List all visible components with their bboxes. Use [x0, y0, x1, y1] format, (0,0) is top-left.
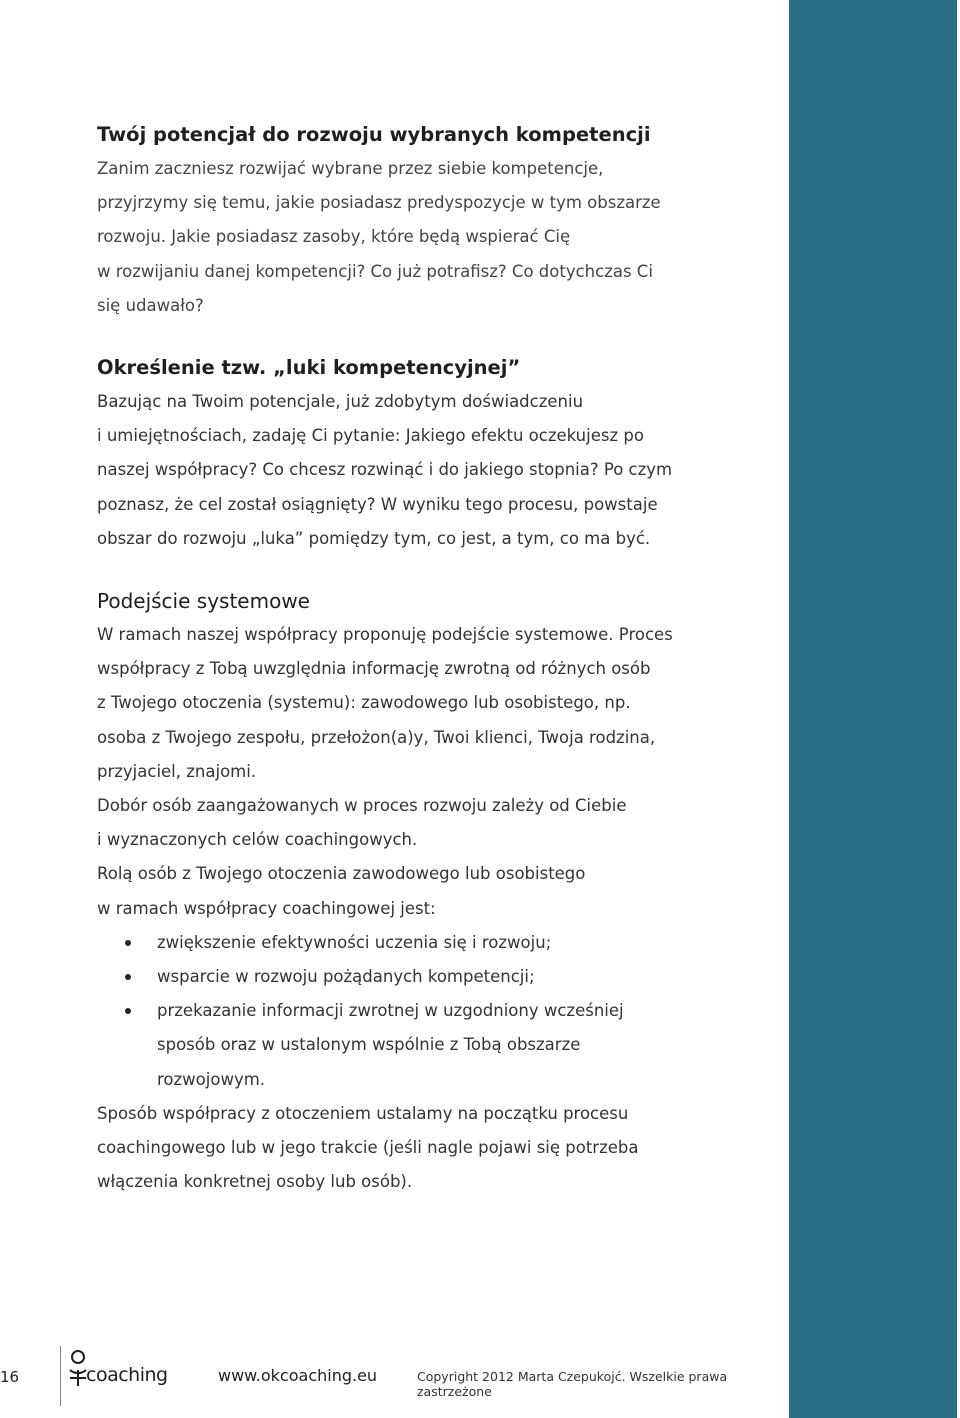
website-link[interactable]: www.okcoaching.eu: [218, 1366, 378, 1385]
paragraph-line: w ramach współpracy coachingowej jest:: [97, 898, 436, 918]
paragraph-line: naszej współpracy? Co chcesz rozwinąć i do jakiego stopnia? Po czym: [97, 460, 673, 480]
list-item-text: przekazanie informacji zwrotnej w uzgodniony wcześniej: [157, 1001, 624, 1021]
spacer: [97, 323, 697, 351]
paragraph-line: współpracy z Tobą uwzględnia informację zwrotną od różnych osób: [97, 659, 651, 679]
bullet-icon: [125, 940, 131, 946]
bullet-icon: [125, 974, 131, 980]
bullet-icon: [125, 1008, 131, 1014]
list-item-text: rozwojowym.: [157, 1069, 266, 1089]
paragraph-line: Zanim zaczniesz rozwijać wybrane przez siebie kompetencje,: [97, 159, 604, 178]
paragraph-line: obszar do rozwoju „luka” pomiędzy tym, co jest, a tym, co ma być.: [97, 528, 651, 548]
paragraph-line: osoba z Twojego zespołu, przełożon(a)y, Twoi klienci, Twoja rodzina,: [97, 727, 656, 747]
paragraph-line: w rozwijaniu danej kompetencji? Co już potrafisz? Co dotychczas Ci: [97, 261, 653, 281]
section-title-systemic: Podejście systemowe: [97, 589, 310, 614]
paragraph-line: Dobór osób zaangażowanych w proces rozwoju zależy od Ciebie: [97, 796, 627, 816]
list-item: [97, 926, 697, 960]
paragraph-line: poznasz, że cel został osiągnięty? W wyniku tego procesu, powstaje: [97, 494, 658, 514]
paragraph-line: włączenia konkretnej osoby lub osób).: [97, 1172, 413, 1192]
list-item: [97, 994, 697, 1028]
role-list: [97, 926, 697, 1097]
list-item-text: zwiększenie efektywności uczenia się i rozwoju;: [157, 932, 552, 952]
section-title-potential: Twój potencjał do rozwoju wybranych kompetencji: [97, 123, 651, 146]
logo-text: coaching: [86, 1364, 168, 1386]
paragraph-line: z Twojego otoczenia (systemu): zawodowego lub osobistego, np.: [97, 693, 631, 713]
paragraph-line: coachingowego lub w jego trakcie (jeśli nagle pojawi się potrzeba: [97, 1138, 639, 1158]
list-item-continuation: [97, 1028, 697, 1062]
paragraph-line: przyjaciel, znajomi.: [97, 761, 257, 781]
page-footer: [0, 1346, 789, 1406]
divider: [60, 1346, 61, 1406]
spacer: [97, 556, 697, 584]
paragraph-line: przyjrzymy się temu, jakie posiadasz predyspozycje w tym obszarze: [97, 193, 661, 213]
list-item-text: sposób oraz w ustalonym wspólnie z Tobą obszarze: [157, 1035, 581, 1055]
section-title-gap: Określenie tzw. „luki kompetencyjnej”: [97, 356, 521, 380]
list-item-continuation: [97, 1063, 697, 1097]
main-content: [97, 118, 697, 1199]
okcoaching-logo: [66, 1348, 176, 1392]
paragraph-line: i umiejętnościach, zadaję Ci pytanie: Jakiego efektu oczekujesz po: [97, 426, 644, 446]
paragraph-line: się udawało?: [97, 295, 204, 315]
paragraph-line: Bazując na Twoim potencjale, już zdobytym doświadczeniu: [97, 392, 584, 412]
list-item: [97, 960, 697, 994]
paragraph-line: Sposób współpracy z otoczeniem ustalamy na początku procesu: [97, 1103, 629, 1123]
brand-sidebar: [789, 0, 957, 1418]
paragraph-line: W ramach naszej współpracy proponuję podejście systemowe. Proces: [97, 625, 673, 645]
paragraph-line: i wyznaczonych celów coachingowych.: [97, 830, 418, 850]
list-item-text: wsparcie w rozwoju pożądanych kompetencji;: [157, 967, 535, 987]
copyright-text: Copyright 2012 Marta Czepukojć. Wszelkie prawa zastrzeżone: [417, 1369, 728, 1399]
page-number: 16: [0, 1368, 20, 1386]
paragraph-line: rozwoju. Jakie posiadasz zasoby, które będą wspierać Cię: [97, 227, 571, 247]
paragraph-line: Rolą osób z Twojego otoczenia zawodowego lub osobistego: [97, 864, 586, 884]
